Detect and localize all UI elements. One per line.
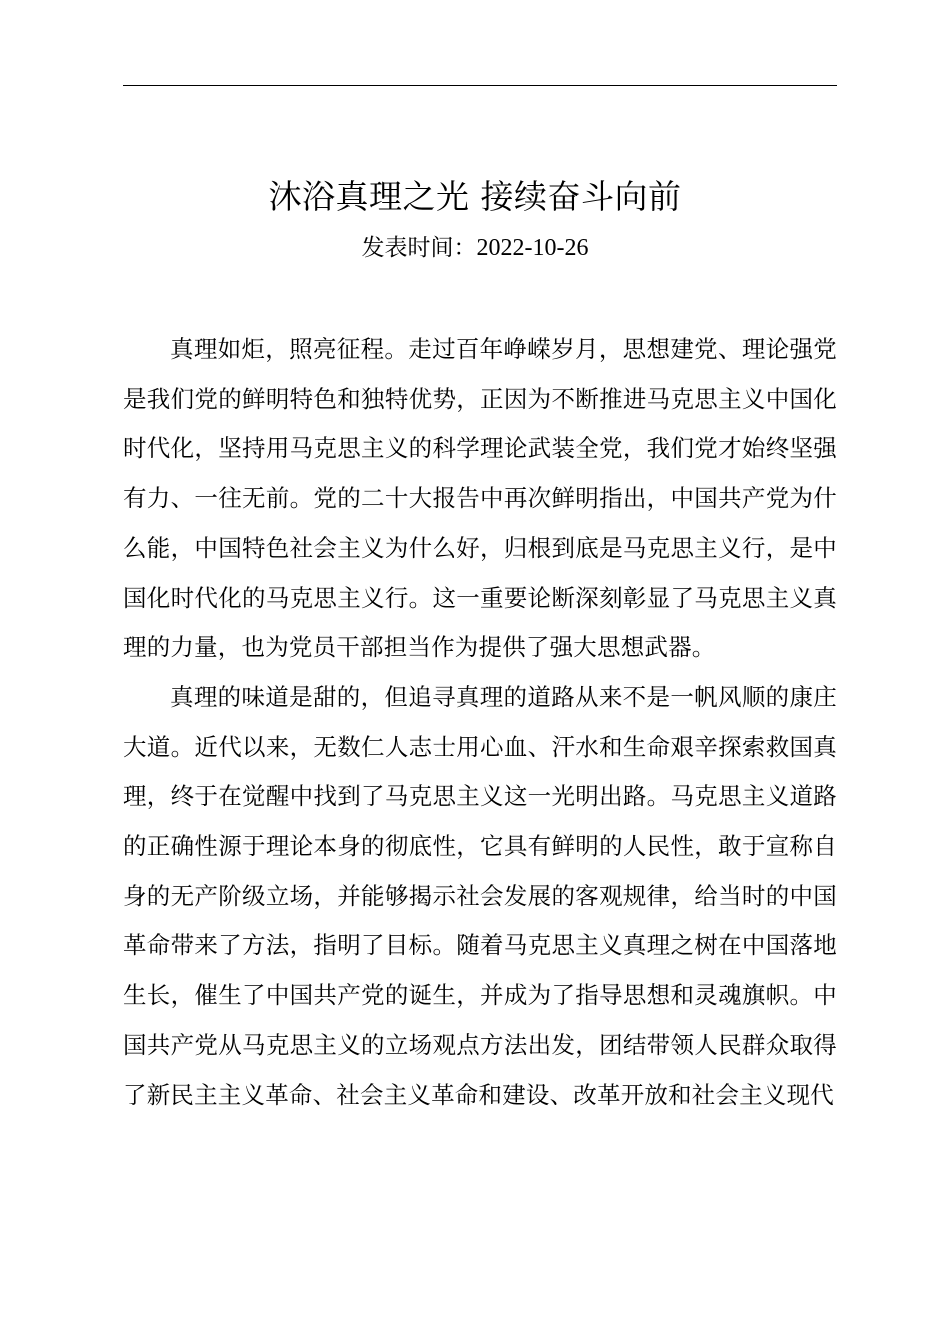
publish-date [0,230,950,266]
publish-date-label: 发表时间： [361,235,477,261]
article-title: 沐浴真理之光 接续奋斗向前 [268,177,682,216]
paragraph: 真理如炬，照亮征程。走过百年峥嵘岁月，思想建党、理论强党是我们党的鲜明特色和独特优势，正因为不断推进马克思主义中国化时代化，坚持用马克思主义的科学理论武装全党，我们党才始终坚强有力、一往无前。党的二十大报告中再次鲜明指出，中国共产党为什么能，中国特色社会主义为什么好，归根到底是马克思主义行，是中国化时代化的马克思主义行。这一重要论断深刻彰显了马克思主义真理的力量，也为党员干部担当作为提供了强大思想武器。 [123,335,837,662]
header-rule [123,85,837,86]
publish-date-value: 2022-10-26 [476,235,589,261]
paragraph: 真理的味道是甜的，但追寻真理的道路从来不是一帆风顺的康庄大道。近代以来，无数仁人志士用心血、汗水和生命艰辛探索救国真理，终于在觉醒中找到了马克思主义这一光明出路。马克思主义道路的正确性源于理论本身的彻底性，它具有鲜明的人民性，敢于宣称自身的无产阶级立场，并能够揭示社会发展的客观规律，给当时的中国革命带来了方法，指明了目标。随着马克思主义真理之树在中国落地生长，催生了中国共产党的诞生，并成为了指导思想和灵魂旗帜。中国共产党从马克思主义的立场观点方法出发，团结带领人民群众取得了新民主主义革命、社会主义革命和建设、改革开放和社会主义现代 [123,682,837,1109]
article-body [123,325,837,1120]
